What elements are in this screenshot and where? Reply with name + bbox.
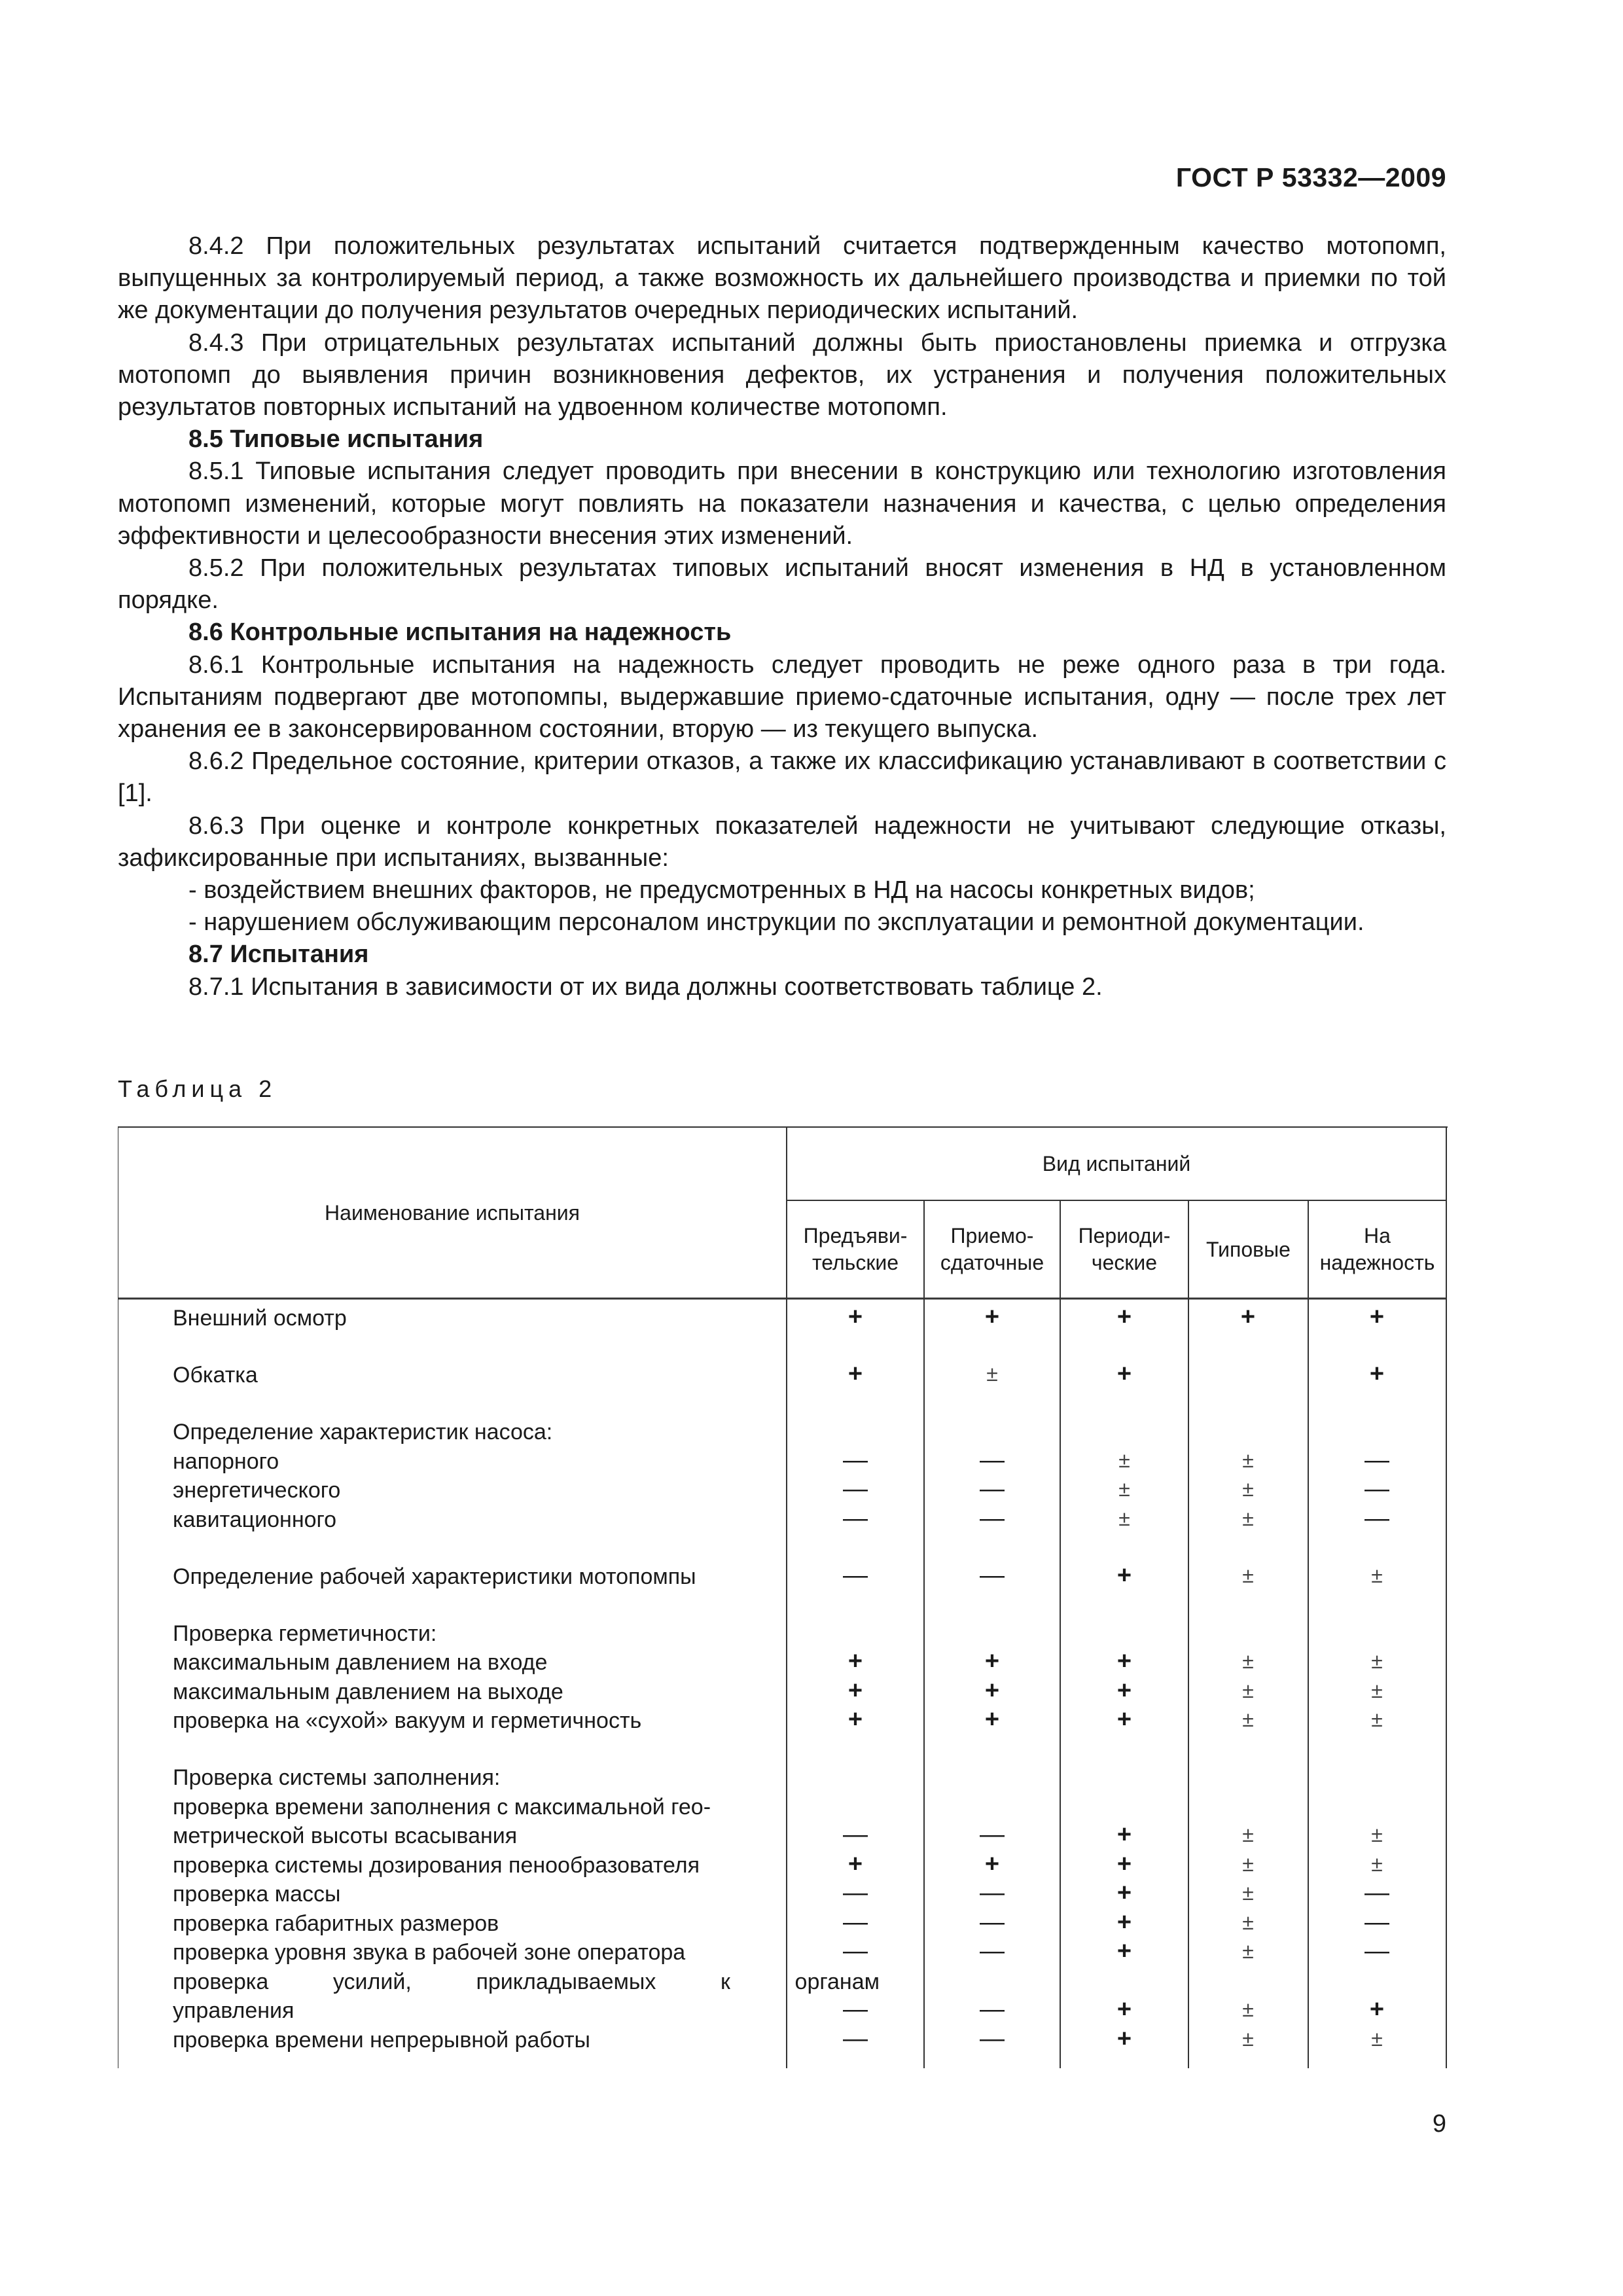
test-name-cell: Определение рабочей характеристики мотопомпы [173, 1564, 696, 1589]
paragraph: - нарушением обслуживающим персоналом инструкции по эксплуатации и ремонтной документации. [188, 908, 1364, 937]
mark-cell: ± [1242, 1998, 1254, 2021]
mark-cell: ± [1118, 1448, 1130, 1472]
paragraph: 8.6.1 Контрольные испытания на надежность следует проводить не реже одного раза в три года. Испытаниям подвергают две мотопомпы, выдержавшие приемо-сдаточные испытания, одну — после трех лет хранения ее в законсервированном состоянии, вторую — из текущего выпуска. [118, 651, 1446, 744]
test-name-cell: максимальным давлением на входе [173, 1650, 548, 1675]
mark-cell: ± [1242, 2026, 1254, 2051]
mark-cell: ± [1242, 1708, 1254, 1731]
table-row [118, 1475, 1448, 1504]
header-test-name: Наименование испытания [325, 1200, 580, 1225]
mark-cell: ± [1242, 1506, 1254, 1530]
mark-cell: + [847, 1706, 863, 1733]
mark-cell: + [847, 1647, 863, 1675]
mark-cell: — [980, 1996, 1005, 2023]
mark-cell: + [1116, 1647, 1132, 1675]
mark-cell: + [847, 1360, 863, 1388]
mark-cell: — [843, 1937, 868, 1965]
paragraph: 8.7.1 Испытания в зависимости от их вида должны соответствовать таблице 2. [188, 973, 1103, 1001]
mark-cell: + [1116, 1360, 1132, 1388]
table-row [118, 1302, 1448, 1332]
mark-cell: — [1364, 1879, 1389, 1907]
mark-cell: — [1364, 1937, 1389, 1965]
mark-cell: — [980, 1908, 1005, 1936]
table-row [118, 1878, 1448, 1908]
mark-cell: — [843, 1446, 868, 1474]
mark-cell: ± [1242, 1852, 1254, 1876]
paragraph: 8.4.3 При отрицательных результатах испытаний должны быть приостановлены приемка и отгрузка мотопомп до выявления причин возникновения дефектов, их устранения и получения положительных результатов повторных испытаний на удвоенном количестве мотопомп. [118, 329, 1446, 422]
mark-cell: ± [1371, 1708, 1383, 1731]
mark-cell: + [1116, 2024, 1132, 2053]
table-row-group [118, 1359, 1448, 1389]
page-number: 9 [1432, 2110, 1446, 2138]
table-caption: Таблица 2 [118, 1075, 277, 1102]
table-row [118, 2024, 1448, 2054]
mark-cell: + [1116, 1706, 1132, 1733]
mark-cell: + [1116, 1303, 1132, 1331]
tests-table [118, 1126, 1448, 2068]
test-name-cell: проверка времени непрерывной работы [173, 2027, 590, 2053]
mark-cell: + [847, 1850, 863, 1878]
mark-cell: — [843, 1821, 868, 1848]
mark-cell: — [980, 1821, 1005, 1848]
mark-cell: + [984, 1706, 1000, 1733]
mark-cell: + [1116, 1879, 1132, 1907]
paragraph: - воздействием внешних факторов, не предусмотренных в НД на насосы конкретных видов; [188, 876, 1255, 905]
mark-cell: — [1364, 1908, 1389, 1936]
table-row [118, 1908, 1448, 1937]
test-name-cell: проверка массы [173, 1882, 341, 1907]
section-heading: 8.7 Испытания [188, 941, 369, 969]
column-header: Приемо- сдаточные [940, 1224, 1044, 1274]
test-name-cell: проверка усилий, прикладываемых к органам [173, 1969, 880, 1994]
test-name-cell: Проверка герметичности: [173, 1621, 437, 1646]
mark-cell: ± [1242, 1649, 1254, 1673]
mark-cell: ± [1242, 1448, 1254, 1472]
test-name-cell: проверка времени заполнения с максимальной гео- [173, 1794, 711, 1820]
table-row [118, 1762, 1448, 1791]
mark-cell: + [1116, 1676, 1132, 1704]
column-header: Предъяви- тельские [803, 1224, 908, 1274]
mark-cell: ± [1242, 1563, 1254, 1587]
mark-cell: + [1116, 1937, 1132, 1965]
test-name-cell: проверка на «сухой» вакуум и герметичность [173, 1708, 642, 1733]
header-test-type: Вид испытаний [1042, 1151, 1191, 1175]
mark-cell: + [1240, 1303, 1256, 1331]
mark-cell: — [843, 1504, 868, 1532]
mark-cell: ± [1118, 1477, 1130, 1501]
mark-cell: — [843, 1908, 868, 1936]
test-name-cell: максимальным давлением на выходе [173, 1679, 563, 1704]
mark-cell: + [847, 1303, 863, 1331]
test-name-cell: проверка системы дозирования пенообразователя [173, 1852, 700, 1878]
table-row [118, 1446, 1448, 1475]
mark-cell: ± [1242, 1881, 1254, 1905]
mark-cell: + [1116, 1821, 1132, 1848]
mark-cell: — [843, 1879, 868, 1907]
paragraph: 8.5.2 При положительных результатах типовых испытаний вносят изменения в НД в установленном порядке. [118, 554, 1446, 615]
column-header: Типовые [1206, 1237, 1291, 1261]
table-row [118, 1820, 1448, 1850]
test-name-cell: Обкатка [173, 1363, 258, 1388]
test-name-cell: проверка габаритных размеров [173, 1910, 499, 1936]
mark-cell: — [980, 1446, 1005, 1474]
table-row [118, 1618, 1448, 1647]
mark-cell: — [980, 1504, 1005, 1532]
table-row-group [118, 1561, 1448, 1590]
mark-cell: ± [1371, 1678, 1383, 1702]
table-row [118, 1705, 1448, 1734]
table-row [118, 1850, 1448, 1879]
mark-cell: + [1369, 1996, 1385, 2023]
mark-cell: — [980, 2024, 1005, 2053]
table-row [118, 1791, 1448, 1821]
test-name-cell: кавитационного [173, 1507, 337, 1532]
mark-cell: ± [1242, 1939, 1254, 1963]
mark-cell: + [984, 1850, 1000, 1878]
mark-cell: ± [1242, 1477, 1254, 1501]
table-row [118, 1561, 1448, 1590]
column-header: На надежность [1319, 1224, 1435, 1274]
test-name-cell: энергетического [173, 1478, 341, 1503]
mark-cell: — [980, 1879, 1005, 1907]
test-name-cell: Проверка системы заполнения: [173, 1765, 501, 1790]
mark-cell: + [1369, 1303, 1385, 1331]
mark-cell: + [1369, 1360, 1385, 1388]
mark-cell: — [843, 1475, 868, 1503]
mark-cell: ± [1371, 1852, 1383, 1876]
mark-cell: ± [1371, 1563, 1383, 1587]
table-row-group [118, 1762, 1448, 2053]
section-heading: 8.5 Типовые испытания [188, 425, 484, 454]
mark-cell: + [1116, 1908, 1132, 1936]
mark-cell: ± [1242, 1910, 1254, 1934]
table-row [118, 1647, 1448, 1676]
test-name-cell: управления [173, 1998, 294, 2023]
test-name-cell: проверка уровня звука в рабочей зоне оператора [173, 1940, 686, 1965]
mark-cell: — [1364, 1475, 1389, 1503]
table-row [118, 1359, 1448, 1389]
mark-cell: ± [1242, 1823, 1254, 1846]
section-heading: 8.6 Контрольные испытания на надежность [188, 619, 732, 647]
mark-cell: ± [986, 1362, 998, 1386]
mark-cell: + [1116, 1561, 1132, 1589]
table-row [118, 1995, 1448, 2024]
table-row-group [118, 1618, 1448, 1734]
mark-cell: ± [1371, 1649, 1383, 1673]
mark-cell: — [843, 1996, 868, 2023]
mark-cell: + [1116, 1996, 1132, 2023]
paragraph: 8.6.2 Предельное состояние, критерии отказов, а также их классификацию устанавливают в соответствии с [1]. [118, 747, 1446, 808]
test-name-cell: напорного [173, 1448, 279, 1474]
mark-cell: — [1364, 1446, 1389, 1474]
test-name-cell: Внешний осмотр [173, 1306, 347, 1331]
mark-cell: + [984, 1303, 1000, 1331]
table-row-group [118, 1416, 1448, 1533]
mark-cell: ± [1242, 1678, 1254, 1702]
mark-cell: — [980, 1937, 1005, 1965]
mark-cell: ± [1118, 1506, 1130, 1530]
document-code: ГОСТ Р 53332—2009 [1175, 162, 1446, 192]
column-header: Периоди- ческие [1078, 1224, 1171, 1274]
test-name-cell: метрической высоты всасывания [173, 1823, 518, 1848]
table-row [118, 1966, 1448, 1996]
mark-cell: + [1116, 1850, 1132, 1878]
body-text [118, 230, 1446, 1003]
paragraph: 8.5.1 Типовые испытания следует проводить при внесении в конструкцию или технологию изготовления мотопомп изменений, которые могут повлиять на показатели назначения и качества, с целью определения эффективности и целесообразности внесения этих изменений. [118, 457, 1446, 550]
mark-cell: — [980, 1561, 1005, 1589]
mark-cell: — [843, 1561, 868, 1589]
mark-cell: + [984, 1647, 1000, 1675]
mark-cell: ± [1371, 1823, 1383, 1846]
mark-cell: — [843, 2024, 868, 2053]
table-row [118, 1676, 1448, 1706]
mark-cell: — [1364, 1504, 1389, 1532]
paragraph: 8.4.2 При положительных результатах испытаний считается подтвержденным качество мотопомп, выпущенных за контролируемый период, а также возможность их дальнейшего производства и приемки по той же документации до получения результатов очередных периодических испытаний. [118, 232, 1446, 325]
paragraph: 8.6.3 При оценке и контроле конкретных показателей надежности не учитывают следующие отказы, зафиксированные при испытаниях, вызванные: [118, 812, 1446, 872]
table-row [118, 1504, 1448, 1534]
mark-cell: — [980, 1475, 1005, 1503]
mark-cell: ± [1371, 2026, 1383, 2051]
table-row-group [118, 1302, 1448, 1332]
mark-cell: + [984, 1676, 1000, 1704]
table-row [118, 1937, 1448, 1966]
mark-cell: + [847, 1676, 863, 1704]
test-name-cell: Определение характеристик насоса: [173, 1420, 553, 1444]
table-row [118, 1416, 1448, 1446]
